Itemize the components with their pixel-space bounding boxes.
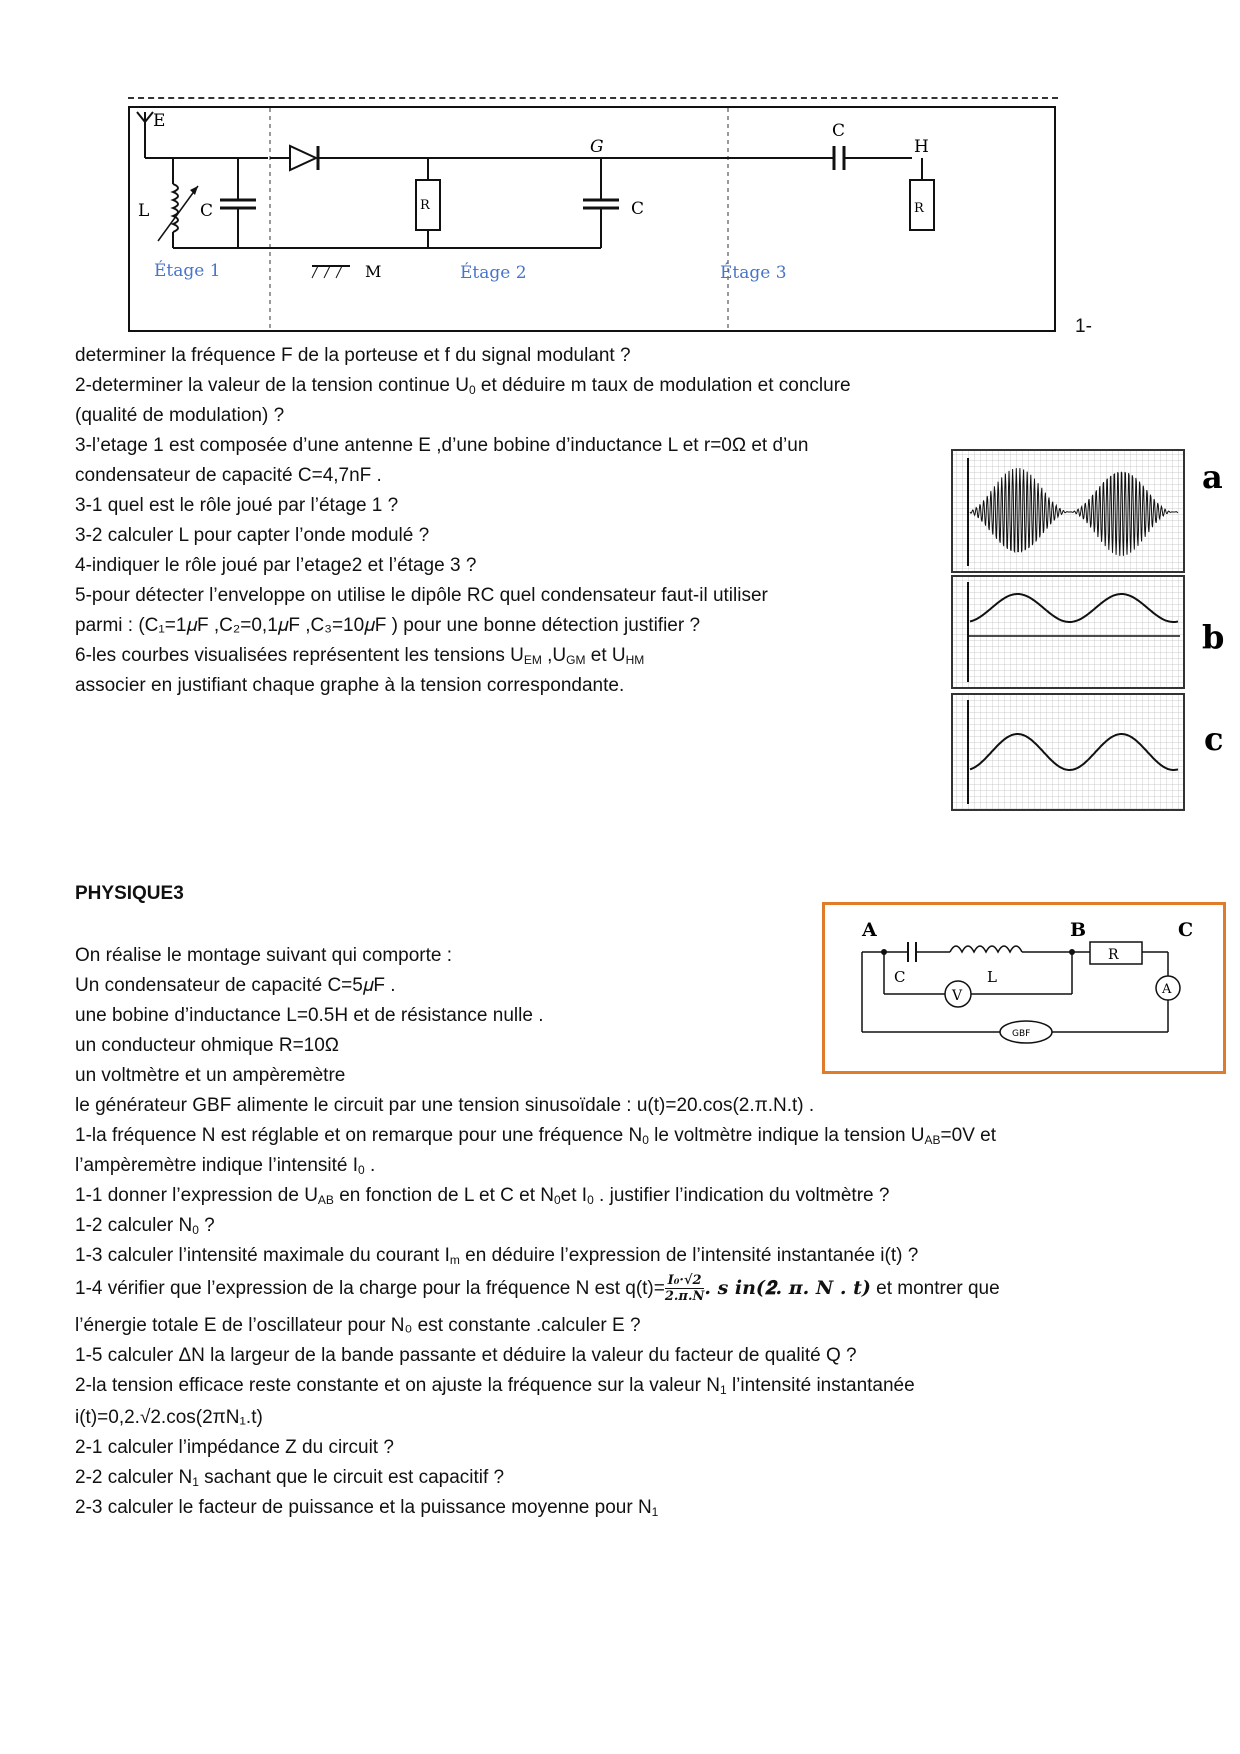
node-g-label: G [590,137,604,157]
node-b-label: B [1070,919,1087,941]
item-resistor: un conducteur ohmique R=10Ω [75,1035,340,1056]
cap2-label: C [631,199,645,219]
question-2-1: 2-1 calculer l’impédance Z du circuit ? [75,1437,394,1458]
item-coil: une bobine d’inductance L=0.5H et de résistance nulle . [75,1005,544,1026]
oscilloscope-waveforms [950,448,1232,812]
diode-icon [290,146,318,170]
question-1-3: 1-3 calculer l’intensité maximale du courant $I_m$ en déduire l’expression de l’intensité instantanée i(t) ? [75,1245,919,1267]
rlc-circuit-diagram [822,902,1226,1074]
item-meters: un voltmètre et un ampèremètre [75,1065,346,1086]
question-1-cont: l’ampèremètre indique l’intensité $I_0$ . [75,1155,376,1177]
question-6: 6-les courbes visualisées représentent les tensions $U_{EM}$ $,U_{GM}$ et $U_{HM}$ [75,645,645,667]
item-capacitor: Un condensateur de capacité C=5𝜇F . [75,975,396,996]
antenna-label: E [153,111,166,131]
intro: On réalise le montage suivant qui comporte : [75,945,453,966]
question-1-4-cont: l’énergie totale E de l’oscillateur pour N₀ est constante .calculer E ? [75,1315,641,1336]
current-expression: i(t)=0,2.√2.cos(2πN₁.t) [75,1407,263,1428]
question-3: 3-l’etage 1 est composée d’une antenne E ,d’une bobine d’inductance L et r=0Ω et d’un [75,435,809,456]
coil-label: L [987,968,997,986]
receiver-circuit-diagram [128,106,1056,332]
stage3-label: Étage 3 [720,263,787,283]
ground-icon [312,266,350,278]
waveform-a-label: a [1202,458,1223,496]
gbf-label: GBF [1012,1029,1031,1039]
question-1: 1-la fréquence N est réglable et on remarque pour une fréquence $N_0$ le voltmètre indique la tension $U_{AB}=0V$ et [75,1125,997,1147]
waveform-c-label: c [1204,720,1224,758]
question-2-2: 2-2 calculer $N_1$ sachant que le circuit est capacitif ? [75,1467,505,1489]
ammeter-label: A [1162,982,1172,997]
cap-label: C [894,968,906,986]
question-5: 5-pour détecter l’enveloppe on utilise le dipôle RC quel condensateur faut-il utiliser [75,585,768,606]
variable-coil-icon [158,184,198,241]
generator-line: le générateur GBF alimente le circuit par une tension sinusoïdale : u(t)=20.cos(2.π.N.t) . [75,1095,815,1116]
question-2-cont: (qualité de modulation) ? [75,405,285,426]
cap1-label: C [200,201,214,221]
question-3-cont: condensateur de capacité C=4,7nF . [75,465,382,486]
top-dashed-separator [128,97,1058,99]
coil-label: L [138,201,150,221]
voltmeter-label: V [952,988,963,1004]
ground-label: M [365,262,382,281]
question-5-cont: parmi : (C₁=1𝜇F ,C₂=0,1𝜇F ,C₃=10𝜇F ) pour une bonne détection justifier ? [75,615,701,636]
node-h-label: H [914,137,929,157]
question-4: 4-indiquer le rôle joué par l’etage2 et l’étage 3 ? [75,555,477,576]
question-3-2: 3-2 calculer L pour capter l’onde modulé ? [75,525,430,546]
question-1-4: 1-4 vérifier que l’expression de la charge pour la fréquence N est q(t)= $\frac{\text{I₀·√2}}{2.\pi.N}$ . 𝒔 𝒊𝒏(𝟐. 𝝅. 𝑵 . 𝒕) et montrer que [75,1273,1000,1305]
question-1-prefix: 1- [1075,316,1092,337]
question-1-2: 1-2 calculer $N_0$ ? [75,1215,215,1237]
question-3-1: 3-1 quel est le rôle joué par l’étage 1 ? [75,495,399,516]
cap3-label: C [832,121,846,141]
question-2: 2-la tension efficace reste constante et on ajuste la fréquence sur la valeur $N_1$ l’intensité instantanée [75,1375,915,1397]
question-2-3: 2-3 calculer le facteur de puissance et la puissance moyenne pour $N_1$ [75,1497,659,1519]
question-1-5: 1-5 calculer ΔN la largeur de la bande passante et déduire la valeur du facteur de qualité Q ? [75,1345,857,1366]
question-2: 2-determiner la valeur de la tension continue $U_0$ et déduire m taux de modulation et conclure [75,375,851,397]
question-1-1: 1-1 donner l’expression de $U_{AB}$ en fonction de L et C et $N_0et$ $I_0$ . justifier l’indication du voltmètre ? [75,1185,890,1207]
coil-icon [950,946,1022,952]
question-6-cont: associer en justifiant chaque graphe à la tension correspondante. [75,675,625,696]
stage1-label: Étage 1 [154,261,221,281]
waveform-b-label: b [1202,618,1225,656]
resistor2-label: R [914,201,924,216]
section-title: PHYSIQUE3 [75,883,184,904]
resistor-label: R [420,198,430,213]
node-c-label: C [1178,919,1194,941]
antenna-icon [137,112,153,158]
stage2-label: Étage 2 [460,263,527,283]
charge-fraction: $\frac{\text{I₀·√2}}{2.\pi.N}$ [664,1273,705,1305]
res-label: R [1108,947,1119,963]
series-capacitor-icon [834,146,844,170]
question-1: determiner la fréquence F de la porteuse et f du signal modulant ? [75,345,631,366]
node-a-label: A [862,919,877,941]
